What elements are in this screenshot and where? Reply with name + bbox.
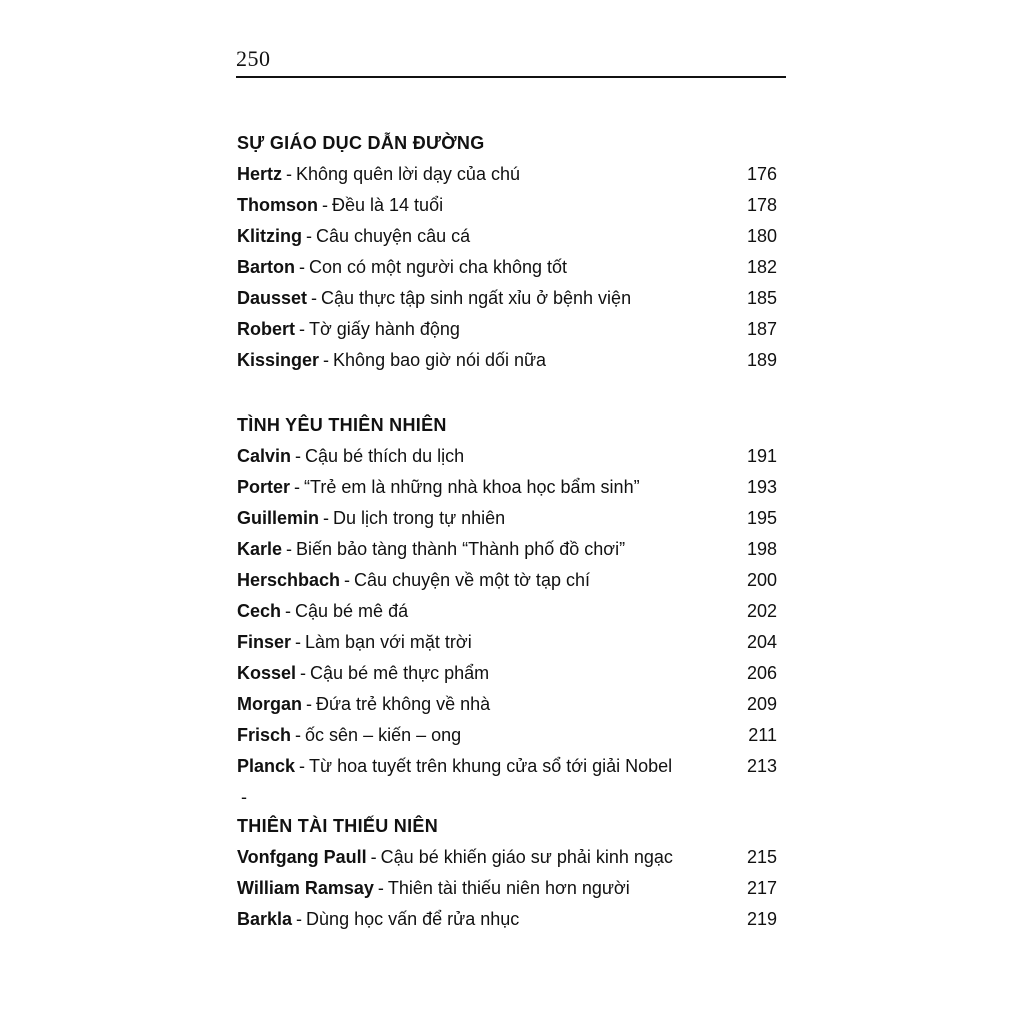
entry-page: 185 (746, 288, 777, 308)
entry-title: Từ hoa tuyết trên khung cửa sổ tới giải Nobel (309, 756, 673, 776)
section-title: THIÊN TÀI THIẾU NIÊN (237, 816, 439, 836)
entry-page: 202 (746, 601, 777, 621)
entry-separator: - (294, 477, 301, 497)
toc-entry (237, 658, 777, 689)
toc-entry (237, 345, 777, 376)
toc-entry (237, 221, 777, 252)
entry-page: 195 (746, 508, 777, 528)
entry-page: 187 (746, 319, 777, 339)
entry-name: Morgan (237, 694, 302, 714)
entry-separator: - (296, 909, 303, 929)
toc-entry (237, 873, 777, 904)
entry-title: Câu chuyện về một tờ tạp chí (354, 570, 590, 590)
entry-page: 189 (746, 350, 777, 370)
toc-section (237, 128, 777, 376)
entry-name: Kissinger (237, 350, 320, 370)
toc-section (237, 410, 777, 813)
entry-title: “Trẻ em là những nhà khoa học bẩm sinh” (304, 477, 640, 497)
entry-page: 193 (746, 477, 777, 497)
entry-name: Karle (237, 539, 283, 559)
entry-page: 178 (746, 195, 777, 215)
entry-name: Klitzing (237, 226, 302, 246)
entry-name: William Ramsay (237, 878, 374, 898)
entry-separator: - (370, 847, 377, 867)
entry-separator: - (299, 257, 305, 277)
toc-entry (237, 283, 777, 314)
entry-separator: - (241, 787, 247, 807)
entry-name: Vonfgang Paull (237, 847, 367, 867)
entry-page: 217 (746, 878, 777, 898)
entry-title: Cậu bé mê đá (295, 601, 409, 621)
entry-separator: - (323, 508, 330, 528)
entry-title: Con có một người cha không tốt (309, 257, 567, 277)
entry-name: Porter (237, 477, 291, 497)
toc-entry (237, 842, 777, 873)
entry-name: Cech (237, 601, 282, 621)
entry-page: 204 (746, 632, 777, 652)
entry-page: 213 (746, 756, 777, 776)
header-rule (236, 76, 786, 78)
toc-entry (237, 314, 777, 345)
entry-separator: - (295, 446, 302, 466)
entry-page: 211 (748, 725, 777, 745)
toc-entry (237, 159, 777, 190)
toc-entry (237, 503, 777, 534)
entry-page: 215 (746, 847, 777, 867)
toc-section (237, 811, 777, 935)
entry-title: Thiên tài thiếu niên hơn người (387, 878, 630, 898)
entry-name: Frisch (237, 725, 292, 745)
entry-separator: - (306, 226, 312, 246)
toc-entry (237, 596, 777, 627)
entry-page: 176 (746, 164, 777, 184)
entry-page: 182 (746, 257, 777, 277)
entry-title: Du lịch trong tự nhiên (333, 508, 506, 528)
entry-name: Hertz (237, 164, 283, 184)
toc-entry (237, 751, 777, 782)
entry-title: Dùng học vấn để rửa nhục (306, 909, 520, 929)
entry-title: Đều là 14 tuổi (332, 195, 444, 215)
entry-separator: - (344, 570, 351, 590)
toc-entry (237, 904, 777, 935)
entry-page: 200 (746, 570, 777, 590)
entry-title: Cậu bé khiến giáo sư phải kinh ngạc (380, 847, 673, 867)
entry-separator: - (323, 350, 330, 370)
entry-page: 198 (746, 539, 777, 559)
entry-separator: - (311, 288, 318, 308)
entry-title: Biến bảo tàng thành “Thành phố đồ chơi” (296, 539, 626, 559)
toc-entry (237, 472, 777, 503)
entry-name: Guillemin (237, 508, 320, 528)
toc-entry (237, 720, 777, 751)
entry-name: Barton (237, 257, 295, 277)
entry-page: 206 (746, 663, 777, 683)
entry-title: Đứa trẻ không về nhà (316, 694, 491, 714)
entry-separator: - (295, 725, 302, 745)
entry-separator: - (300, 663, 307, 683)
entry-name: Dausset (237, 288, 308, 308)
toc-entry (237, 782, 777, 813)
entry-separator: - (377, 878, 384, 898)
toc-entry (237, 441, 777, 472)
entry-page: 219 (746, 909, 777, 929)
entry-name: Robert (237, 319, 295, 339)
entry-separator: - (286, 539, 293, 559)
entry-title: Câu chuyện câu cá (316, 226, 471, 246)
entry-title: Cậu bé mê thực phẩm (310, 663, 490, 683)
entry-separator: - (299, 319, 305, 339)
entry-name: Finser (237, 632, 292, 652)
entry-name: Barkla (237, 909, 293, 929)
entry-title: Không quên lời dạy của chú (296, 164, 520, 184)
entry-title: Cậu thực tập sinh ngất xỉu ở bệnh viện (321, 288, 632, 308)
entry-name: Calvin (237, 446, 292, 466)
toc-entry (237, 565, 777, 596)
entry-title: Không bao giờ nói dối nữa (333, 350, 547, 370)
entry-separator: - (306, 694, 312, 714)
entry-separator: - (285, 601, 292, 621)
entry-name: Thomson (237, 195, 318, 215)
section-title: TÌNH YÊU THIÊN NHIÊN (237, 415, 447, 435)
toc-entry (237, 190, 777, 221)
entry-name: Planck (237, 756, 296, 776)
entry-page: 191 (746, 446, 777, 466)
entry-separator: - (286, 164, 293, 184)
entry-separator: - (322, 195, 328, 215)
toc-entry (237, 534, 777, 565)
entry-title: Làm bạn với mặt trời (305, 632, 472, 652)
entry-separator: - (295, 632, 302, 652)
entry-title: Tờ giấy hành động (309, 319, 460, 339)
toc-entry (237, 689, 777, 720)
entry-title: ốc sên – kiến – ong (305, 725, 462, 745)
entry-page: 180 (746, 226, 777, 246)
entry-name: Herschbach (237, 570, 341, 590)
entry-separator: - (299, 756, 306, 776)
toc-entry (237, 252, 777, 283)
entry-title: Cậu bé thích du lịch (305, 446, 465, 466)
section-title: SỰ GIÁO DỤC DẪN ĐƯỜNG (237, 133, 485, 153)
toc-entry (237, 627, 777, 658)
page-number: 250 (236, 46, 271, 71)
entry-name: Kossel (237, 663, 297, 683)
entry-page: 209 (746, 694, 777, 714)
